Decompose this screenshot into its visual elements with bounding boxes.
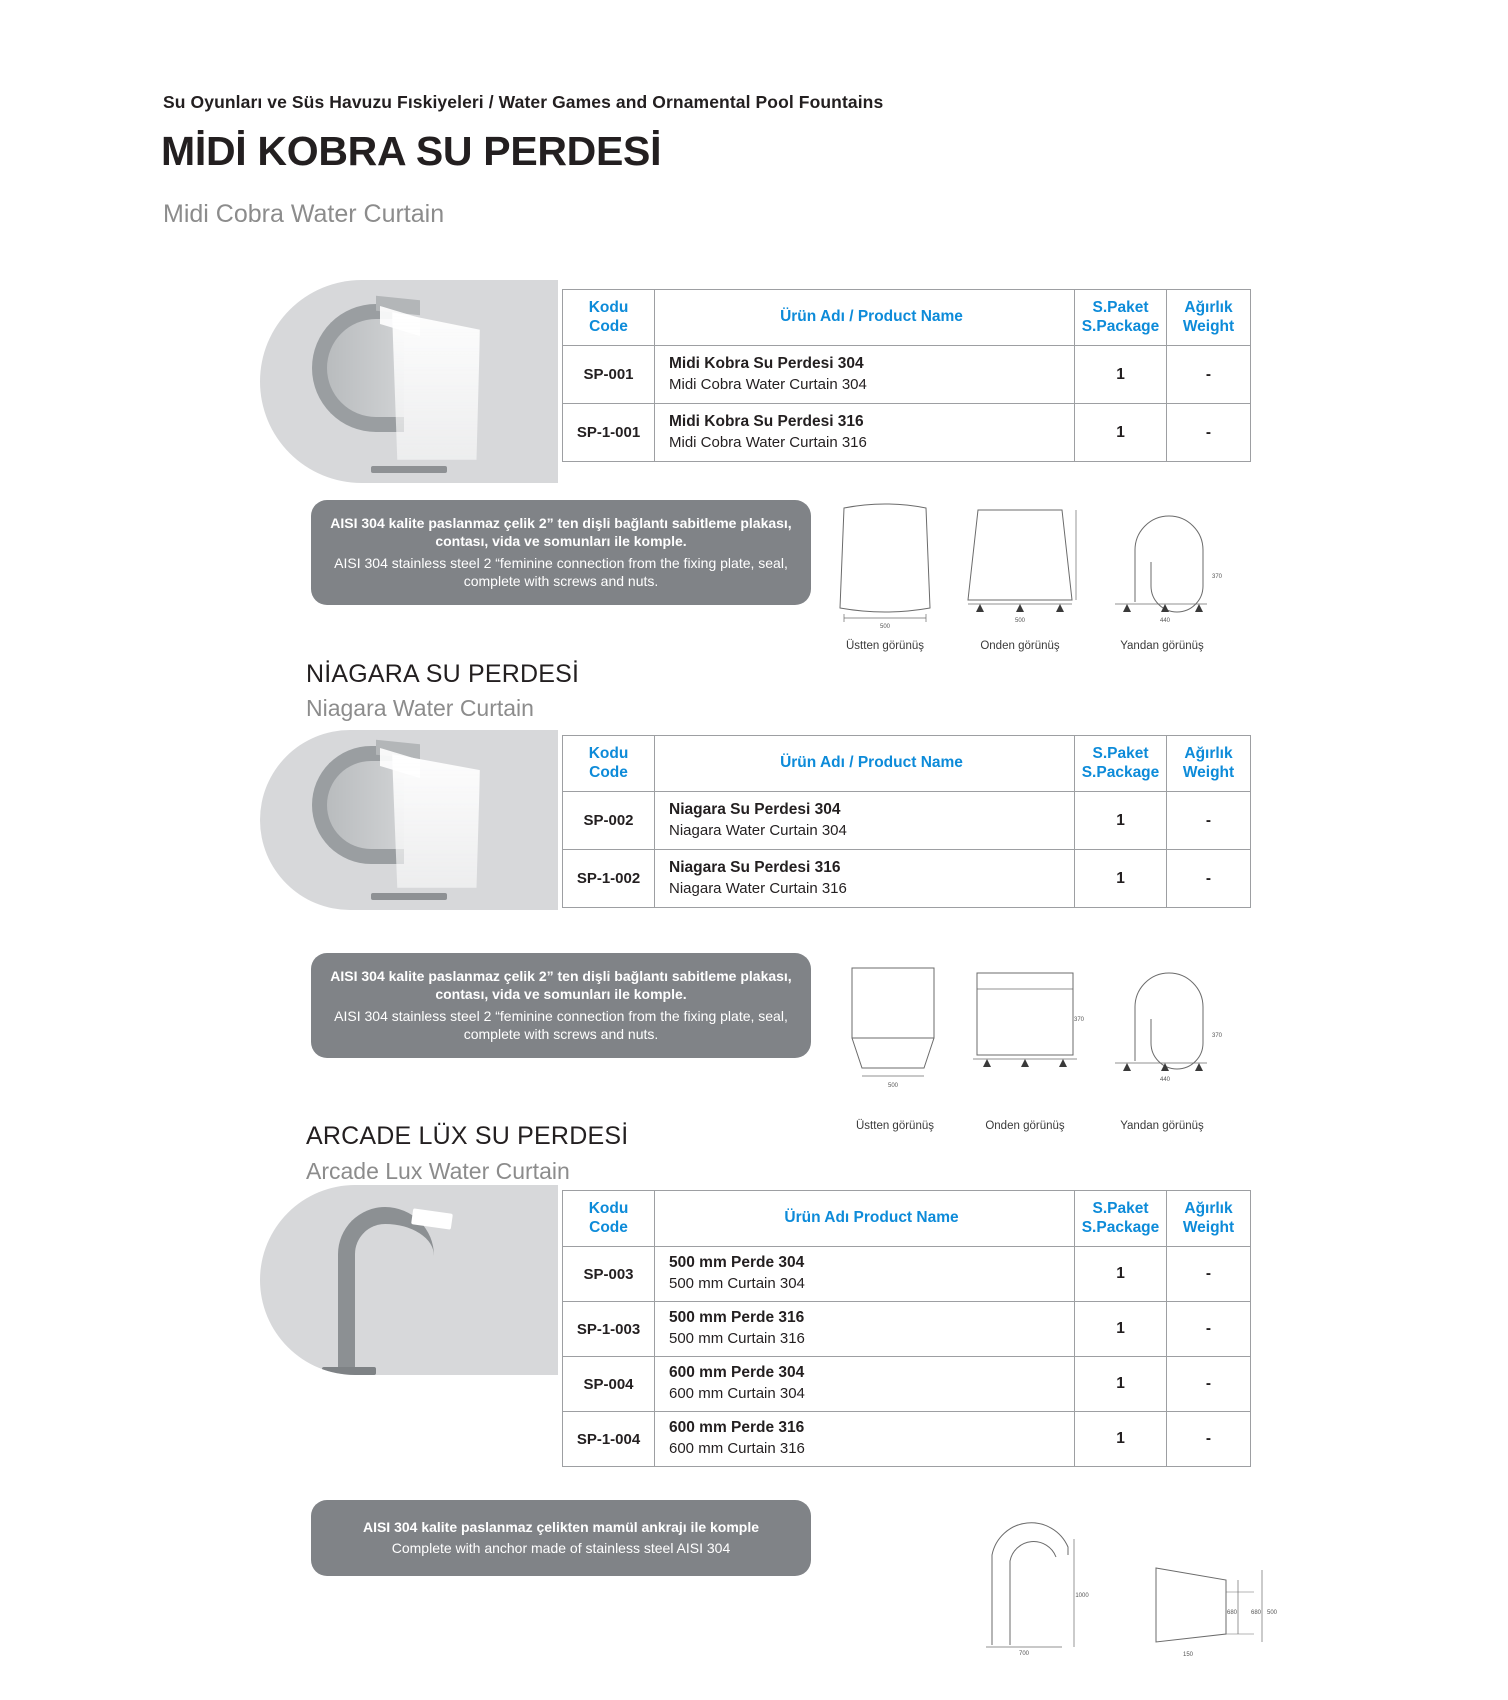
svg-text:500: 500	[879, 624, 891, 630]
cell-name-tr: 600 mm Perde 316	[669, 1419, 805, 1437]
page-kicker: Su Oyunları ve Süs Havuzu Fıskiyeleri / Water Games and Ornamental Pool Fountains	[163, 92, 884, 112]
note-box-midi-kobra	[311, 500, 811, 605]
svg-text:500: 500	[1014, 618, 1026, 624]
col-header-weight-en: Weight	[1182, 317, 1235, 335]
col-header-code-en: Code	[589, 317, 628, 335]
note-text-en: AISI 304 stainless steel 2 “feminine connection from the fixing plate, seal, complete with screws and nuts.	[334, 554, 788, 590]
cell-code: SP-1-003	[563, 1302, 655, 1357]
cell-name-tr: 500 mm Perde 316	[669, 1309, 805, 1327]
col-header-code-en: Code	[589, 763, 628, 781]
cell-code: SP-1-001	[563, 404, 655, 462]
svg-text:500: 500	[887, 1083, 899, 1089]
svg-text:150: 150	[1182, 1652, 1194, 1658]
water-sheet-icon	[392, 312, 480, 460]
col-header-code-en: Code	[589, 1218, 628, 1236]
table-row	[563, 346, 1251, 404]
svg-text:440: 440	[1159, 618, 1171, 624]
col-header-package	[1075, 1191, 1167, 1247]
note-text-en: AISI 304 stainless steel 2 “feminine connection from the fixing plate, seal, complete with screws and nuts.	[334, 1007, 788, 1043]
col-header-package-tr: S.Paket	[1092, 744, 1149, 762]
table-row	[563, 1247, 1251, 1302]
cell-name	[655, 1412, 1075, 1467]
cell-package: 1	[1075, 850, 1167, 908]
table-row	[563, 1357, 1251, 1412]
cell-code: SP-1-004	[563, 1412, 655, 1467]
col-header-weight-tr: Ağırlık	[1184, 298, 1233, 316]
cell-package: 1	[1075, 792, 1167, 850]
product-base-icon	[371, 893, 447, 900]
technical-drawing-side-midi	[1095, 490, 1225, 630]
cell-code: SP-004	[563, 1357, 655, 1412]
col-header-code	[563, 1191, 655, 1247]
col-header-package	[1075, 290, 1167, 346]
drawing-caption-front-midi: Onden görünüş	[980, 640, 1060, 652]
cell-name-en: Midi Cobra Water Curtain 316	[669, 433, 867, 451]
col-header-weight-tr: Ağırlık	[1184, 744, 1233, 762]
product-table-midi-kobra	[562, 289, 1251, 462]
table-header-row	[563, 736, 1251, 792]
cell-name-en: 500 mm Curtain 316	[669, 1330, 805, 1348]
arcade-stem-icon	[338, 1319, 355, 1371]
technical-drawing-front-midi	[960, 500, 1080, 630]
drawing-caption-side-niagara: Yandan görünüş	[1120, 1120, 1204, 1132]
col-header-code-tr: Kodu	[588, 298, 629, 316]
cell-weight: -	[1167, 1302, 1251, 1357]
col-header-weight	[1167, 736, 1251, 792]
product-base-icon	[371, 466, 447, 473]
table-row	[563, 404, 1251, 462]
page-subtitle: Midi Cobra Water Curtain	[163, 200, 445, 228]
svg-text:700: 700	[1018, 1651, 1030, 1655]
product-photo-arcade	[260, 1185, 558, 1375]
note-text-en: Complete with anchor made of stainless steel AISI 304	[391, 1540, 731, 1557]
svg-text:1000: 1000	[1075, 1593, 1089, 1599]
cell-code: SP-001	[563, 346, 655, 404]
col-header-package	[1075, 736, 1167, 792]
technical-drawing-front-niagara	[965, 955, 1085, 1090]
cell-name-tr: 500 mm Perde 304	[669, 1254, 805, 1272]
col-header-code	[563, 736, 655, 792]
table-row	[563, 1302, 1251, 1357]
cell-name-en: Niagara Water Curtain 304	[669, 821, 847, 839]
cell-weight: -	[1167, 1357, 1251, 1412]
cell-weight: -	[1167, 404, 1251, 462]
cell-weight: -	[1167, 1247, 1251, 1302]
cell-weight: -	[1167, 346, 1251, 404]
product-table-arcade	[562, 1190, 1251, 1467]
water-sheet-icon	[392, 754, 480, 888]
cell-package: 1	[1075, 404, 1167, 462]
product-photo-niagara	[260, 730, 558, 910]
svg-text:370: 370	[1211, 1033, 1223, 1039]
col-header-code	[563, 290, 655, 346]
cell-code: SP-003	[563, 1247, 655, 1302]
cell-weight: -	[1167, 850, 1251, 908]
svg-text:680: 680	[1226, 1610, 1238, 1616]
technical-drawing-front-arcade	[1130, 1530, 1280, 1660]
col-header-weight-tr: Ağırlık	[1184, 1199, 1233, 1217]
arcade-shape-icon	[338, 1207, 434, 1367]
cell-name	[655, 1357, 1075, 1412]
cell-code: SP-002	[563, 792, 655, 850]
drawing-caption-front-niagara: Onden görünüş	[985, 1120, 1065, 1132]
col-header-code-tr: Kodu	[588, 744, 629, 762]
cell-name-tr: Niagara Su Perdesi 316	[669, 858, 841, 876]
cell-name-tr: 600 mm Perde 304	[669, 1364, 805, 1382]
svg-text:680: 680	[1250, 1610, 1262, 1616]
cell-package: 1	[1075, 346, 1167, 404]
col-header-code-tr: Kodu	[588, 1199, 629, 1217]
cell-name-en: Midi Cobra Water Curtain 304	[669, 375, 867, 393]
table-header-row	[563, 1191, 1251, 1247]
col-header-package-en: S.Package	[1081, 317, 1160, 335]
section-title-niagara: NİAGARA SU PERDESİ	[306, 660, 580, 688]
col-header-name: Ürün Adı / Product Name	[655, 736, 1075, 792]
cell-name-en: Niagara Water Curtain 316	[669, 879, 847, 897]
cell-name	[655, 1302, 1075, 1357]
cell-name	[655, 346, 1075, 404]
col-header-package-tr: S.Paket	[1092, 1199, 1149, 1217]
col-header-name: Ürün Adı / Product Name	[655, 290, 1075, 346]
section-title-arcade: ARCADE LÜX SU PERDESİ	[306, 1122, 629, 1150]
cell-name-tr: Niagara Su Perdesi 304	[669, 800, 841, 818]
technical-drawing-top-midi	[830, 500, 940, 630]
cell-name-en: 500 mm Curtain 304	[669, 1275, 805, 1293]
section-subtitle-niagara: Niagara Water Curtain	[306, 695, 534, 721]
cell-package: 1	[1075, 1302, 1167, 1357]
svg-text:500: 500	[1266, 1610, 1278, 1616]
cell-name-tr: Midi Kobra Su Perdesi 304	[669, 354, 864, 372]
cell-name-tr: Midi Kobra Su Perdesi 316	[669, 412, 864, 430]
product-table-niagara	[562, 735, 1251, 908]
cell-weight: -	[1167, 1412, 1251, 1467]
svg-text:370: 370	[1073, 1017, 1085, 1023]
col-header-package-tr: S.Paket	[1092, 298, 1149, 316]
col-header-package-en: S.Package	[1081, 1218, 1160, 1236]
col-header-package-en: S.Package	[1081, 763, 1160, 781]
section-subtitle-arcade: Arcade Lux Water Curtain	[306, 1158, 570, 1184]
svg-text:370: 370	[1211, 574, 1223, 580]
cell-name	[655, 850, 1075, 908]
note-text-tr: AISI 304 kalite paslanmaz çelik 2” ten dişli bağlantı sabitleme plakası, contası, vida ve somunları ile komple.	[330, 968, 792, 1003]
technical-drawing-side-arcade	[970, 1505, 1100, 1655]
cell-code: SP-1-002	[563, 850, 655, 908]
table-header-row	[563, 290, 1251, 346]
technical-drawing-side-niagara	[1095, 945, 1225, 1090]
note-box-niagara	[311, 953, 811, 1058]
col-header-weight	[1167, 290, 1251, 346]
cell-name	[655, 792, 1075, 850]
cell-package: 1	[1075, 1357, 1167, 1412]
product-photo-midi-kobra	[260, 280, 558, 483]
cell-name-en: 600 mm Curtain 316	[669, 1440, 805, 1458]
col-header-name: Ürün Adı Product Name	[655, 1191, 1075, 1247]
table-row	[563, 850, 1251, 908]
note-text-tr: AISI 304 kalite paslanmaz çelik 2” ten dişli bağlantı sabitleme plakası, contası, vida ve somunları ile komple.	[330, 515, 792, 550]
table-row	[563, 1412, 1251, 1467]
drawing-caption-top-midi: Üstten görünüş	[846, 640, 924, 652]
col-header-weight-en: Weight	[1182, 763, 1235, 781]
cell-name-en: 600 mm Curtain 304	[669, 1385, 805, 1403]
arcade-foot-icon	[322, 1367, 376, 1375]
technical-drawing-top-niagara	[838, 960, 948, 1090]
col-header-weight	[1167, 1191, 1251, 1247]
table-row	[563, 792, 1251, 850]
note-box-arcade	[311, 1500, 811, 1576]
page-title: MİDİ KOBRA SU PERDESİ	[161, 128, 662, 174]
cell-name	[655, 1247, 1075, 1302]
drawing-caption-top-niagara: Üstten görünüş	[856, 1120, 934, 1132]
cell-name	[655, 404, 1075, 462]
cell-package: 1	[1075, 1247, 1167, 1302]
drawing-caption-side-midi: Yandan görünüş	[1120, 640, 1204, 652]
col-header-weight-en: Weight	[1182, 1218, 1235, 1236]
cell-weight: -	[1167, 792, 1251, 850]
note-text-tr: AISI 304 kalite paslanmaz çelikten mamül ankrajı ile komple	[362, 1519, 760, 1535]
svg-text:440: 440	[1159, 1077, 1171, 1083]
cell-package: 1	[1075, 1412, 1167, 1467]
